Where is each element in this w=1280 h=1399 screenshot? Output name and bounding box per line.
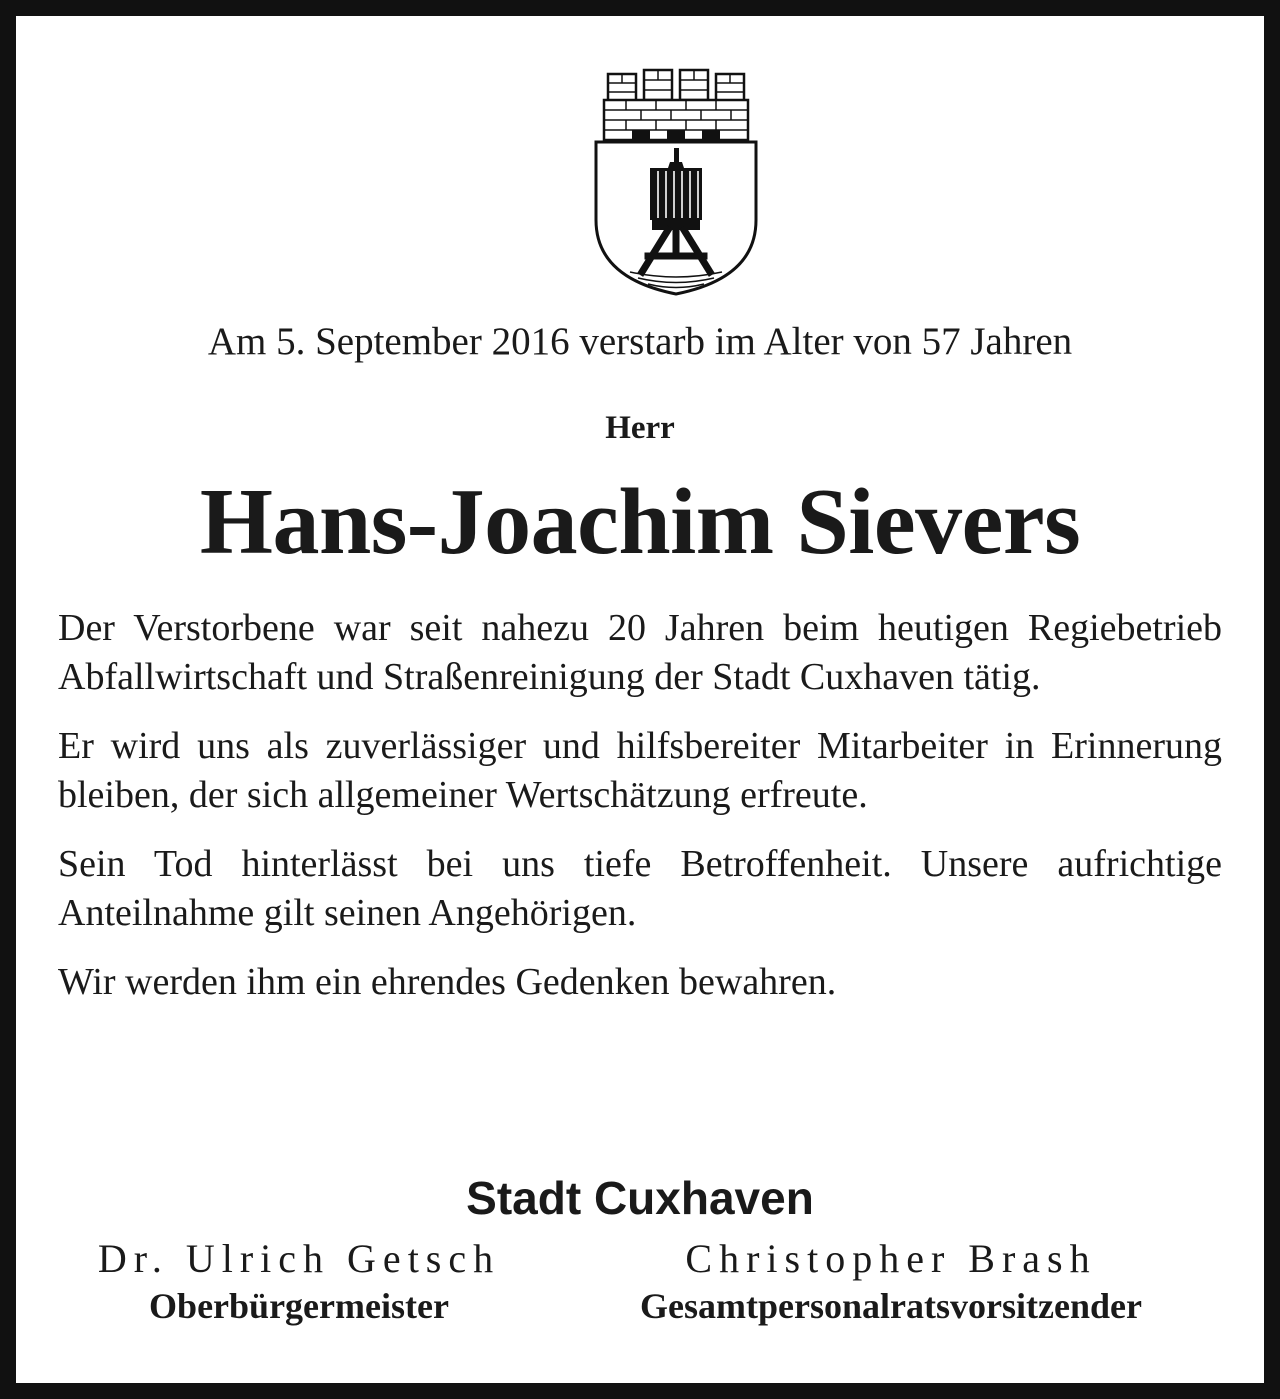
organization-name: Stadt Cuxhaven — [466, 1172, 814, 1224]
cuxhaven-coat-of-arms-icon — [586, 50, 766, 300]
deceased-name: Hans-Joachim Sievers — [199, 470, 1081, 574]
salutation: Herr — [605, 410, 675, 446]
signatory-name: Dr. Ulrich Getsch — [97, 1236, 501, 1281]
paragraph: Der Verstorbene war seit nahezu 20 Jahren beim heutigen Regiebetrieb Abfallwirtschaft und Straßenreinigung der Stadt Cuxhaven tätig. — [58, 607, 1222, 698]
paragraph: Wir werden ihm ein ehrendes Gedenken bewahren. — [58, 961, 837, 1003]
signatory-name: Christopher Brash — [685, 1236, 1097, 1281]
signatory — [44, 1234, 554, 1328]
paragraph: Sein Tod hinterlässt bei uns tiefe Betroffenheit. Unsere aufrichtige Anteilnahme gilt seinen Angehörigen. — [58, 843, 1222, 934]
signatory — [546, 1234, 1236, 1328]
signatories — [16, 1234, 1264, 1334]
obituary-body — [58, 604, 1222, 1027]
signatory-title: Oberbürgermeister — [149, 1286, 449, 1326]
death-announcement-line: Am 5. September 2016 verstarb im Alter von 57 Jahren — [207, 320, 1073, 363]
signatory-title: Gesamtpersonalratsvorsitzender — [640, 1286, 1142, 1326]
paragraph: Er wird uns als zuverlässiger und hilfsbereiter Mitarbeiter in Erinnerung bleiben, der sich allgemeiner Wertschätzung erfreute. — [58, 725, 1222, 816]
